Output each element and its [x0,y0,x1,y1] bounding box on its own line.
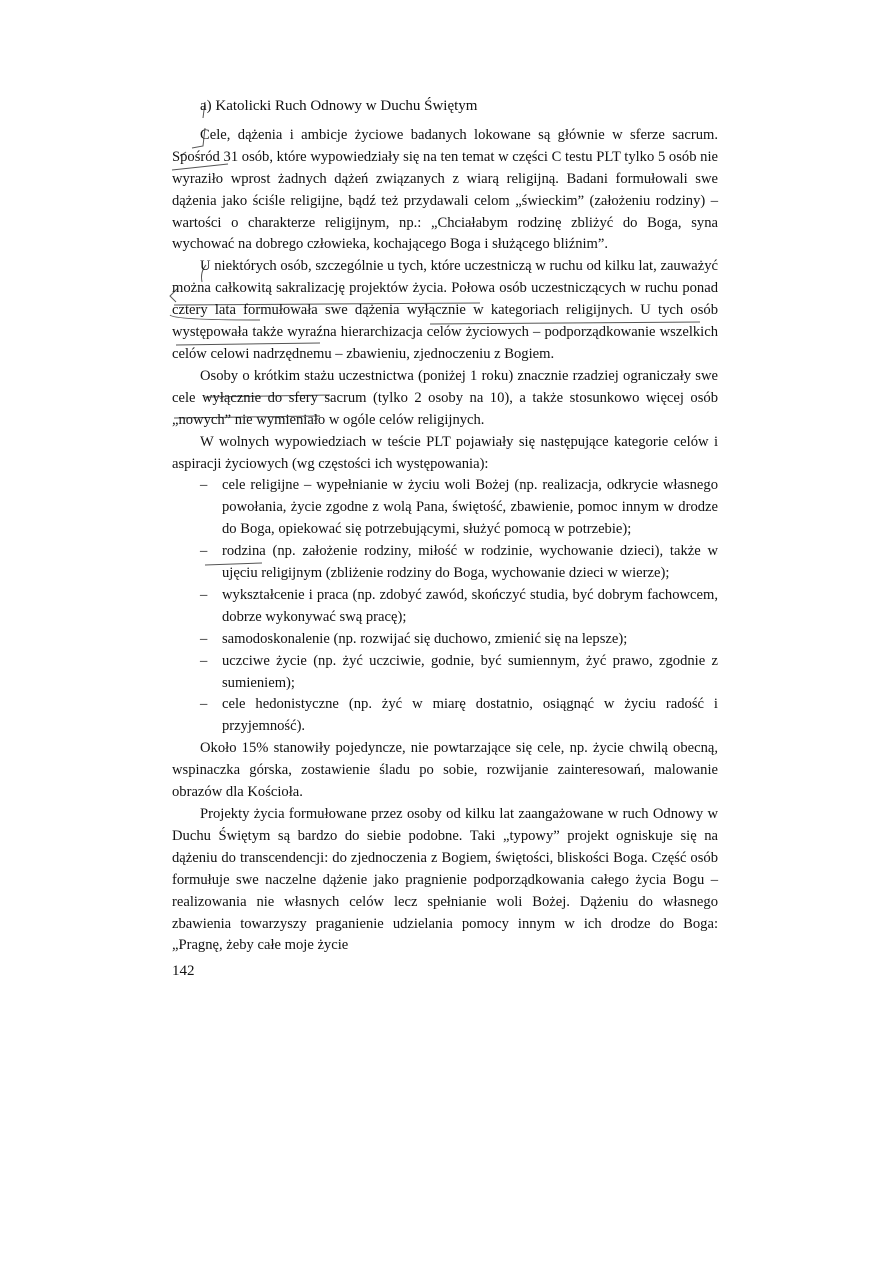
list-item: – samodoskonalenie (np. rozwijać się duchowo, zmienić się na lepsze); [222,629,718,651]
list-dash: – [200,586,208,603]
list-item: – cele hedonistyczne (np. żyć w miarę dostatnio, osiągnąć w życiu radość i przyjemność). [200,696,718,735]
paragraph-2: U niektórych osób, szczególnie u tych, które uczestniczą w ruchu od kilku lat, zauważyć można całkowitą sakralizację projektów życia. Połowa osób uczestniczących w ruchu ponad cztery lata formułowała swe dążenia wyłącznie w kategoriach religijnych. U tych osób występowała także wyraźna hierarchizacja celów życiowych – podporządkowanie wszelkich celów celowi nadrzędnemu – zbawieniu, zjednoczeniu z Bogiem. [172,258,718,362]
list-dash: – [200,696,208,713]
list-dash: – [200,652,208,669]
paragraph-1: Cele, dążenia i ambicje życiowe badanych lokowane są głównie w sferze sacrum. Spośród 31 osób, które wypowiedziały się na ten temat w części C testu PLT tylko 5 osób nie wyraziło wprost żadnych dążeń związanych z wiarą religijną. Badani formułowali swe dążenia jako ściśle religijne, bądź też przydawali celom „świeckim” (założeniu rodziny) – wartości o charakterze religijnym, np.: „Chciałabym rodzinę zbliżyć do Boga, syna wychować na dobrego człowieka, kochającego Boga i służącego bliźnim”. [172,126,718,253]
paragraph-6: Projekty życia formułowane przez osoby od kilku lat zaangażowane w ruch Odnowy w Duchu Świętym są bardzo do siebie podobne. Taki „typowy” projekt ogniskuje się na dążeniu do transcendencji: do zjednoczenia z Bogiem, świętości, bliskości Boga. Część osób formułuje swe naczelne dążenie jako pragnienie podporządkowania całego życia Bogu – realizowania nie własnych celów lecz spełnianie woli Bożej. Dążeniu do własnego zbawienia towarzyszy praganienie udzielania pomocy innym w ich drodze do Boga: „Pragnę, żeby całe moje życie [172,806,718,954]
list-item: – cele religijne – wypełnianie w życiu woli Bożej (np. realizacja, odkrycie własnego powołania, życie zgodne z wolą Pana, świętość, zbawienie, pomoc innym w drodze do Boga, opiekować się potrzebującymi, służyć pomocą w potrzebie); [200,477,718,538]
section-heading: a) Katolicki Ruch Odnowy w Duchu Świętym [200,98,478,114]
list-item: – wykształcenie i praca (np. zdobyć zawód, skończyć studia, być dobrym fachowcem, dobrze wykonywać swą pracę); [200,586,718,625]
list-item: – uczciwe życie (np. żyć uczciwie, godnie, być sumiennym, żyć prawo, zgodnie z sumieniem); [200,652,718,691]
list-dash: – [200,543,208,560]
paragraph-5: Około 15% stanowiły pojedyncze, nie powtarzające się cele, np. życie chwilą obecną, wspinaczka górska, zostawienie śladu po sobie, rozwijanie zainteresowań, malowanie obrazów dla Kościoła. [172,740,718,801]
list-item: – rodzina (np. założenie rodziny, miłość w rodzinie, wychowanie dzieci), także w ujęciu religijnym (zbliżenie rodziny do Boga, wychowanie dzieci w wierze); [200,543,718,582]
page-number: 142 [172,963,195,979]
list-dash: – [200,630,208,647]
list-dash: – [200,477,208,494]
paragraph-3: Osoby o krótkim stażu uczestnictwa (poniżej 1 roku) znacznie rzadziej ograniczały swe cele wyłącznie do sfery sacrum (tylko 2 osoby na 10), a także stosunkowo więcej osób „nowych” nie wymieniało w ogóle celów religijnych. [172,367,718,428]
document-page [172,96,718,957]
paragraph-4: W wolnych wypowiedziach w teście PLT pojawiały się następujące kategorie celów i aspiracji życiowych (wg częstości ich występowania): [172,433,718,472]
aspirations-list [172,475,718,738]
